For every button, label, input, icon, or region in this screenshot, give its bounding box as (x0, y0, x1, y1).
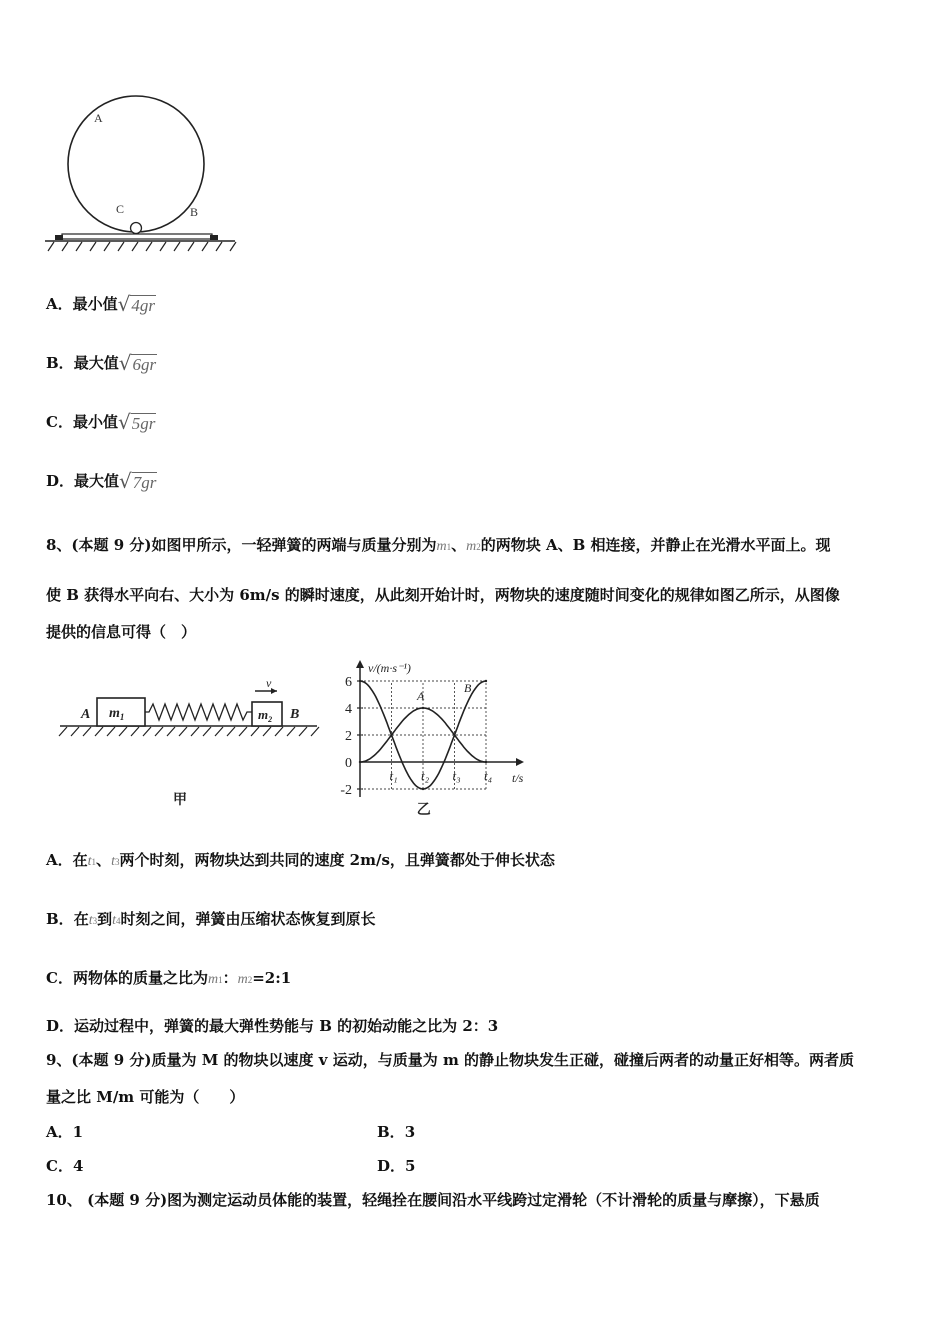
q9-stem-line1: 9、(本题 9 分)质量为 M 的物块以速度 v 运动，与质量为 m 的静止物块发生正碰，碰撞后两者的动量正好相等。两者质 (46, 1051, 855, 1069)
m2-symbol: m2 (466, 539, 481, 554)
block-m2-label: $m_2$ (258, 707, 273, 724)
t4-symbol: t4 (112, 913, 121, 928)
series-A-point (359, 761, 361, 763)
q8-option-c[interactable]: C．两物体的质量之比为m1：m2=2:1 (46, 969, 292, 987)
series-A-point (422, 707, 424, 709)
x-axis-arrow (516, 758, 524, 766)
x-axis-label: t/s (512, 771, 524, 785)
t1-symbol: t1 (87, 854, 97, 869)
circle-track (68, 96, 204, 232)
q9-option-c[interactable]: C．4 (46, 1157, 84, 1175)
y-axis-arrow (356, 660, 364, 668)
q8-option-b[interactable]: B．在t3到t4时刻之间，弹簧由压缩状态恢复到原长 (46, 910, 376, 928)
figure-caption-jia: 甲 (173, 793, 187, 808)
sqrt-expression: √7gr (119, 469, 157, 493)
m1-symbol: m1 (207, 972, 223, 987)
y-tick-label: 6 (345, 675, 352, 690)
y-axis-label: v/(m·s⁻¹) (368, 661, 411, 675)
x-tick-label: t₁ (389, 768, 398, 783)
t3-symbol: t3 (111, 854, 120, 869)
y-tick-label: 4 (345, 702, 352, 717)
q7-option-c[interactable]: C．最小值√5gr (46, 410, 156, 434)
block-b-label: B (290, 707, 300, 722)
q10-stem-line1: 10、 (本题 9 分)图为测定运动员体能的装置，轻绳拴在腰间沿水平线跨过定滑轮（不计滑轮的质量与摩擦），下悬质 (46, 1191, 820, 1209)
base-right-block (210, 235, 218, 240)
q9-option-b[interactable]: B．3 (377, 1123, 416, 1141)
base-plate (62, 234, 212, 239)
q8-option-a[interactable]: A．在t1、t3两个时刻，两物块达到共同的速度 2m/s，且弹簧都处于伸长状态 (46, 851, 555, 869)
q8-stem-line3: 提供的信息可得（ ） (46, 623, 197, 641)
q9-stem-line2: 量之比 M/m 可能为（ ） (46, 1088, 245, 1106)
floor-hatch (59, 727, 319, 736)
arrow-head (271, 688, 277, 694)
block-a-label: A (81, 707, 91, 722)
figure-caption-yi: 乙 (416, 803, 431, 818)
q7-option-d[interactable]: D．最大值√7gr (46, 469, 157, 493)
velocity-label: v (266, 676, 272, 690)
m2-symbol: m2 (237, 972, 253, 987)
x-tick-label: t₄ (484, 768, 493, 783)
series-B-point (485, 680, 487, 682)
series-B-point (390, 734, 392, 736)
m1-symbol: m1 (436, 539, 452, 554)
ground-hatch (48, 242, 236, 251)
label-a: A (94, 111, 103, 125)
q7-option-a[interactable]: A．最小值√4gr (46, 292, 156, 316)
sqrt-expression: √4gr (117, 292, 156, 316)
y-tick-label: -2 (340, 783, 352, 798)
base-left-block (55, 235, 63, 240)
series-B-label: B (463, 680, 472, 695)
sqrt-expression: √6gr (118, 351, 157, 375)
sqrt-expression: √5gr (117, 410, 156, 434)
x-tick-label: t₂ (421, 768, 430, 783)
series-A-label: A (417, 689, 425, 703)
spring-blocks-figure (55, 676, 320, 811)
small-ball (131, 223, 142, 234)
y-tick-label: 0 (345, 756, 352, 771)
block-m1-label: $m_1$ (109, 706, 125, 722)
q7-option-b[interactable]: B．最大值√6gr (46, 351, 157, 375)
q9-option-d[interactable]: D．5 (377, 1157, 416, 1175)
q9-option-a[interactable]: A．1 (46, 1123, 84, 1141)
q8-option-d[interactable]: D．运动过程中，弹簧的最大弹性势能与 B 的初始动能之比为 2：3 (46, 1017, 499, 1035)
y-tick-label: 2 (345, 729, 352, 744)
circle-track-figure (40, 95, 250, 255)
series-B-point (422, 788, 424, 790)
series-B-point (359, 680, 361, 682)
velocity-time-chart (318, 656, 558, 821)
q8-stem-line1: 8、(本题 9 分)如图甲所示，一轻弹簧的两端与质量分别为m1、m2的两物块 A、B 相连接，并静止在光滑水平面上。现 (46, 536, 831, 554)
series-A-point (485, 761, 487, 763)
q8-stem-line2: 使 B 获得水平向右、大小为 6m/s 的瞬时速度，从此刻开始计时，两物块的速度随时间变化的规律如图乙所示，从图像 (46, 586, 840, 604)
series-B-point (453, 734, 455, 736)
label-b: B (190, 205, 199, 219)
label-c: C (116, 202, 125, 216)
x-tick-label: t₃ (452, 768, 461, 783)
t3-symbol: t3 (88, 913, 98, 928)
spring (145, 704, 252, 720)
